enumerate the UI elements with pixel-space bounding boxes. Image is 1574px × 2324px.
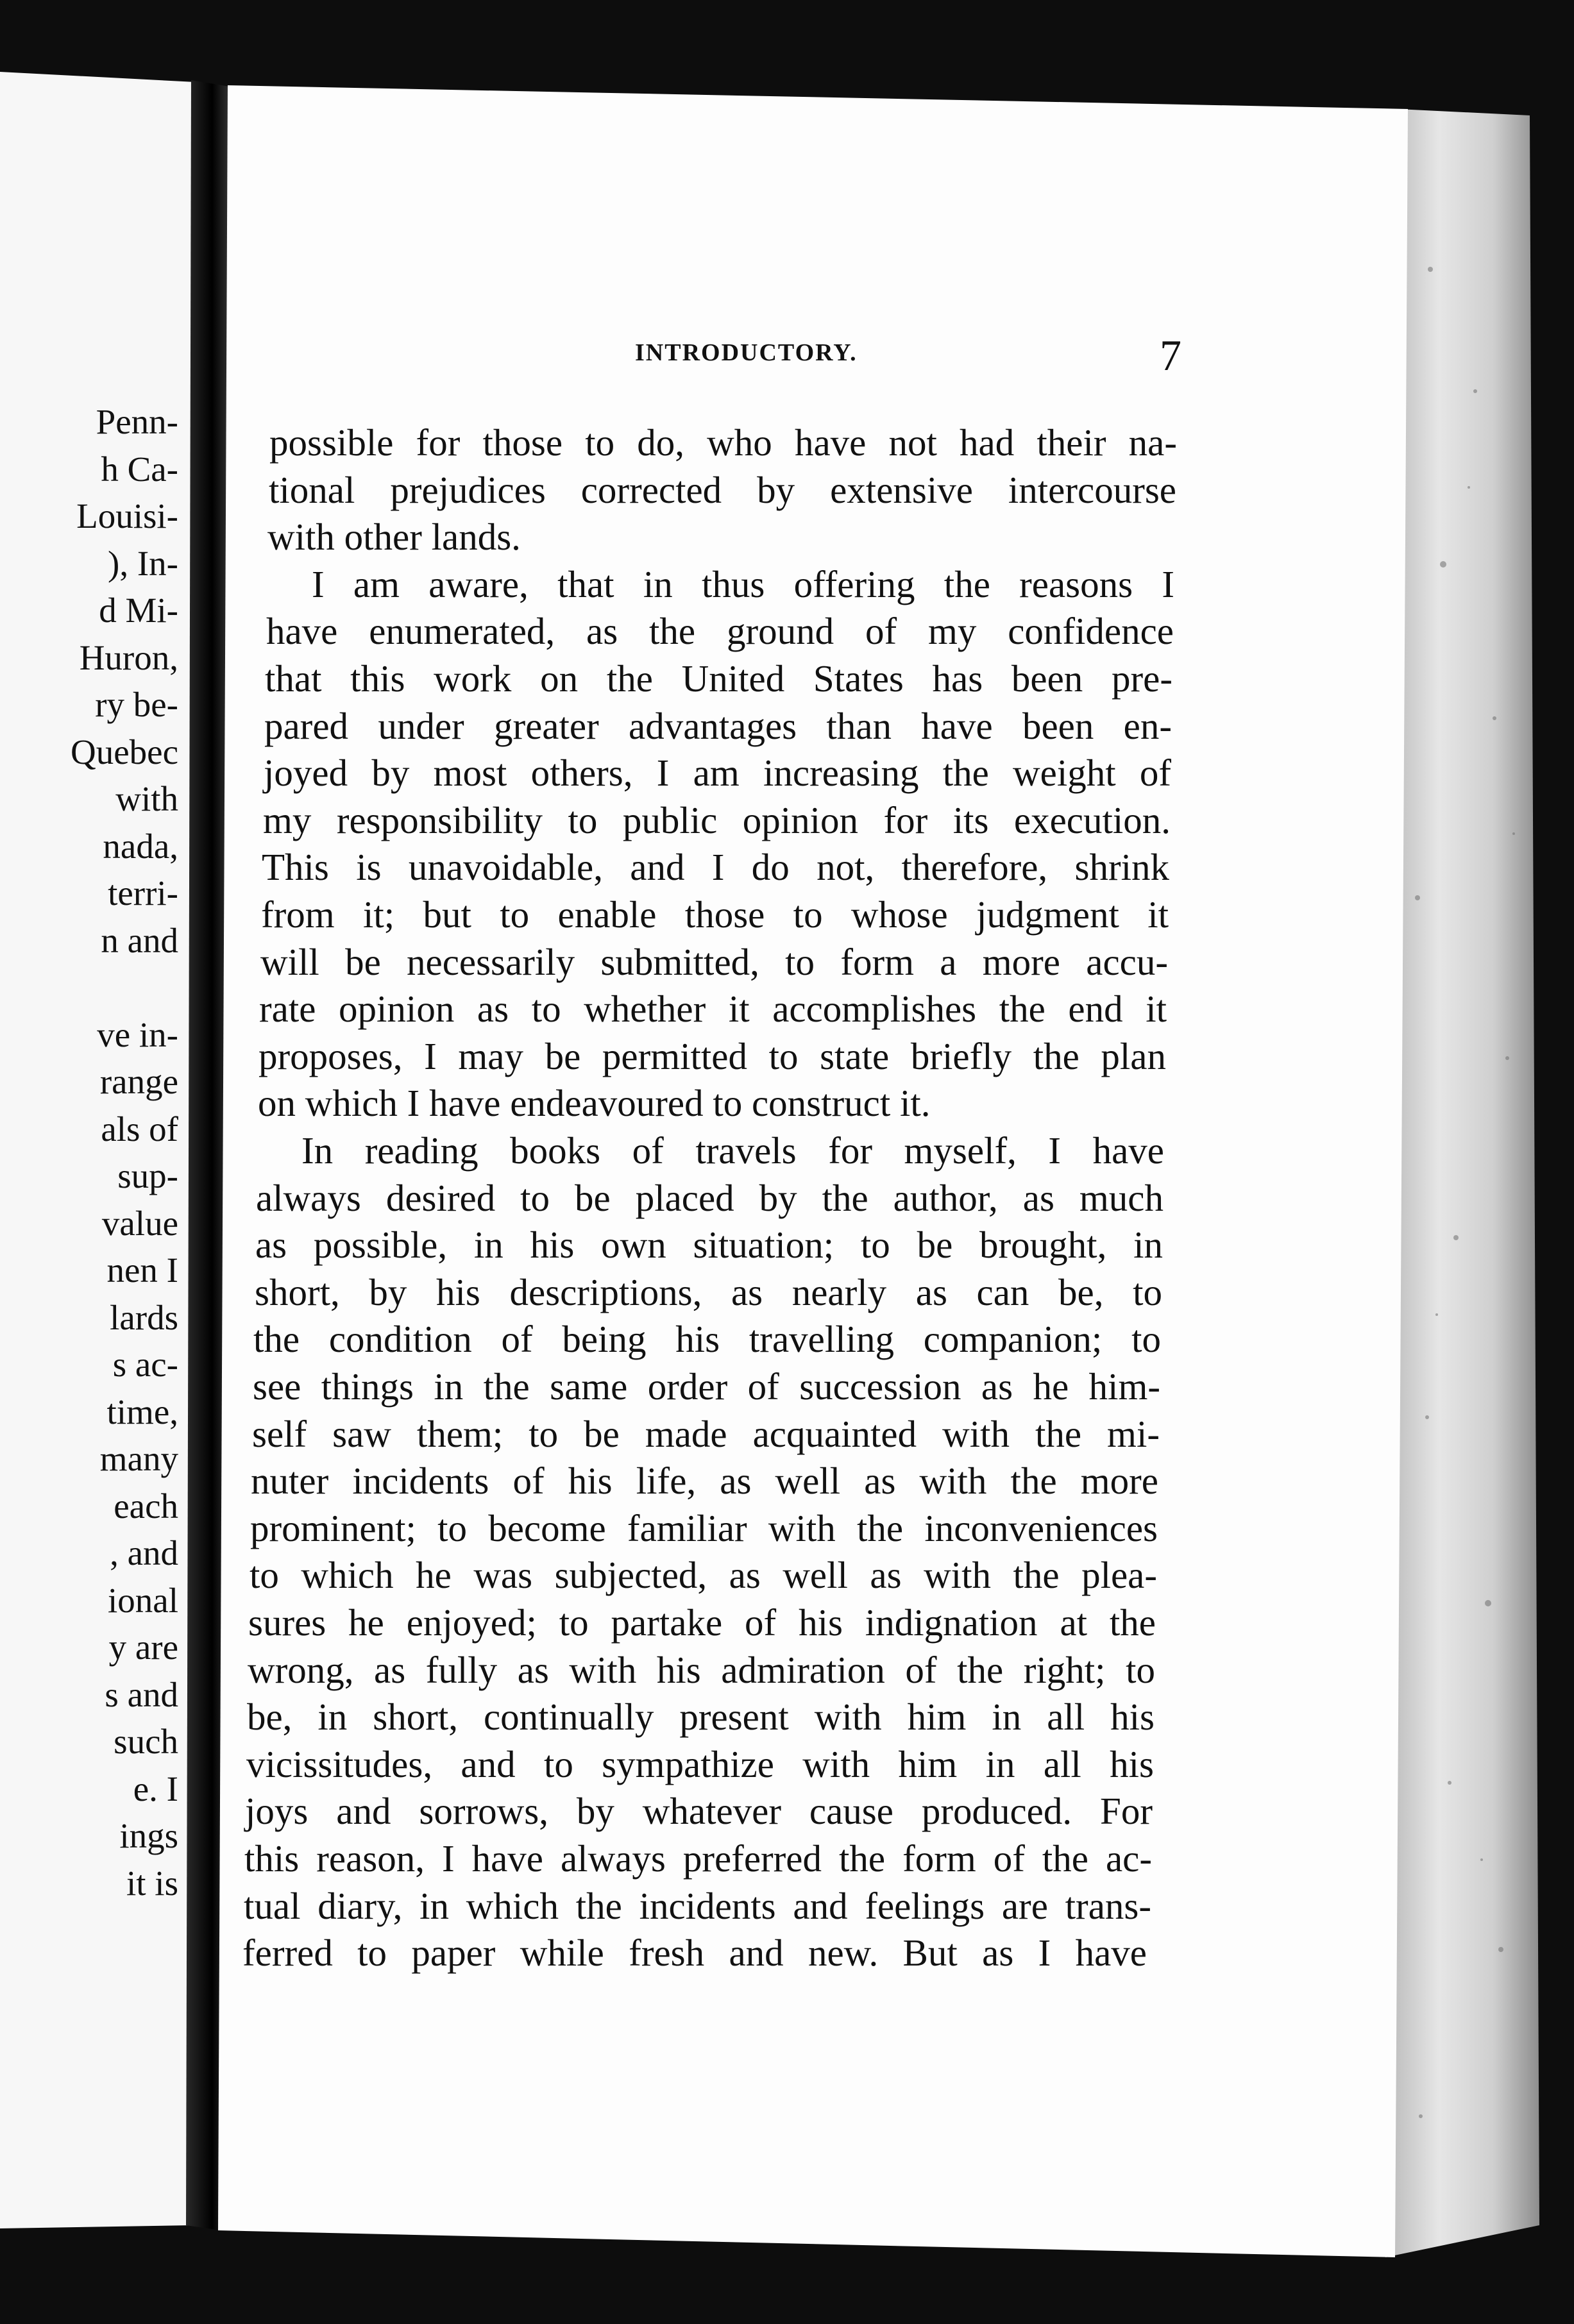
left-page-fragment: [0, 0, 192, 2324]
left-page-line: it is: [126, 1863, 178, 1903]
text-line: short, by his descriptions, as nearly as can be, to: [255, 1270, 1162, 1313]
text-line: will be necessarily submitted, to form a more accu-: [260, 940, 1168, 983]
text-line: prominent; to become familiar with the inconveniences: [250, 1506, 1158, 1549]
left-page-line: ings: [119, 1816, 178, 1855]
text-line: as possible, in his own situation; to be brought, in: [255, 1224, 1163, 1267]
left-page-line: s ac-: [112, 1345, 178, 1384]
left-page-line: d Mi-: [99, 591, 178, 630]
text-line: this reason, I have always preferred the form of the ac-: [244, 1837, 1152, 1880]
left-page-line: als of: [101, 1109, 178, 1149]
left-page-line: such: [114, 1722, 178, 1761]
text-line: In reading books of travels for myself, I have: [301, 1129, 1164, 1172]
left-page-line: Penn-: [96, 402, 178, 441]
left-page-line: lards: [110, 1297, 178, 1337]
left-page-line: Huron,: [79, 637, 178, 677]
text-line: tional prejudices corrected by extensive intercourse: [269, 468, 1176, 511]
text-line: have enumerated, as the ground of my confidence: [266, 610, 1174, 653]
text-line: wrong, as fully as with his admiration of the right; to: [248, 1648, 1155, 1691]
text-line: sures he enjoyed; to partake of his indignation at the: [248, 1601, 1156, 1644]
left-page-line: range: [99, 1062, 178, 1101]
text-line: vicissitudes, and to sympathize with him in all his: [246, 1742, 1154, 1785]
left-page-line: ), In-: [108, 543, 178, 583]
text-line: to which he was subjected, as well as with the plea-: [250, 1554, 1157, 1597]
left-page-line: e. I: [133, 1769, 178, 1808]
text-line: on which I have endeavoured to construct it.: [258, 1082, 931, 1125]
left-page-line: h Ca-: [101, 449, 178, 489]
text-line: always desired to be placed by the author, as much: [256, 1176, 1164, 1219]
text-line: I am aware, that in thus offering the reasons I: [312, 562, 1174, 605]
text-line: joys and sorrows, by whatever cause produced. For: [245, 1790, 1153, 1833]
body-text: [242, 420, 1180, 1991]
text-line: self saw them; to be made acquainted with the mi-: [252, 1412, 1160, 1455]
text-line: pared under greater advantages than have been en-: [264, 704, 1172, 747]
text-line: be, in short, continually present with him in all his: [247, 1696, 1155, 1739]
left-page-line: nen I: [106, 1250, 178, 1290]
left-page-line: with: [115, 779, 178, 818]
running-header: INTRODUCTORY.: [635, 339, 858, 366]
left-page-line: ve in-: [97, 1015, 178, 1054]
text-line: my responsibility to public opinion for its execution.: [263, 798, 1171, 841]
left-page-line: sup-: [117, 1156, 178, 1195]
text-line: tual diary, in which the incidents and feelings are trans-: [244, 1884, 1151, 1927]
left-page-line: s and: [105, 1674, 178, 1714]
left-page-line: Quebec: [71, 732, 178, 771]
left-page-line: each: [114, 1486, 178, 1526]
text-line: nuter incidents of his life, as well as with the more: [251, 1460, 1158, 1503]
left-page-line: value: [101, 1203, 178, 1243]
text-line: possible for those to do, who have not had their na-: [269, 421, 1177, 464]
left-page-line: time,: [106, 1392, 178, 1431]
left-page-line: Louisi-: [76, 496, 178, 535]
left-page-line: ional: [108, 1580, 178, 1620]
text-line: the condition of being his travelling companion; to: [253, 1318, 1161, 1361]
left-page-line: many: [99, 1439, 178, 1478]
text-line: proposes, I may be permitted to state briefly the plan: [258, 1034, 1166, 1077]
left-page-line: , and: [110, 1533, 178, 1572]
text-line: This is unavoidable, and I do not, therefore, shrink: [262, 846, 1169, 889]
text-line: that this work on the United States has been pre-: [265, 657, 1172, 700]
left-page-line: n and: [101, 920, 178, 960]
left-page-line: terri-: [108, 873, 178, 913]
left-page-line: y are: [108, 1628, 178, 1667]
left-page-line: ry be-: [95, 685, 178, 724]
page-number: 7: [1160, 331, 1181, 380]
left-page-line: nada,: [103, 826, 178, 866]
text-line: joyed by most others, I am increasing the weight of: [264, 752, 1171, 795]
page-edges: [1385, 109, 1539, 2257]
text-line: rate opinion as to whether it accomplishes the end it: [259, 988, 1167, 1031]
text-line: with other lands.: [267, 516, 521, 559]
text-line: see things in the same order of succession as he him-: [253, 1365, 1160, 1408]
text-line: ferred to paper while fresh and new. But as I have: [242, 1932, 1147, 1975]
text-line: from it; but to enable those to whose judgment it: [261, 893, 1169, 936]
